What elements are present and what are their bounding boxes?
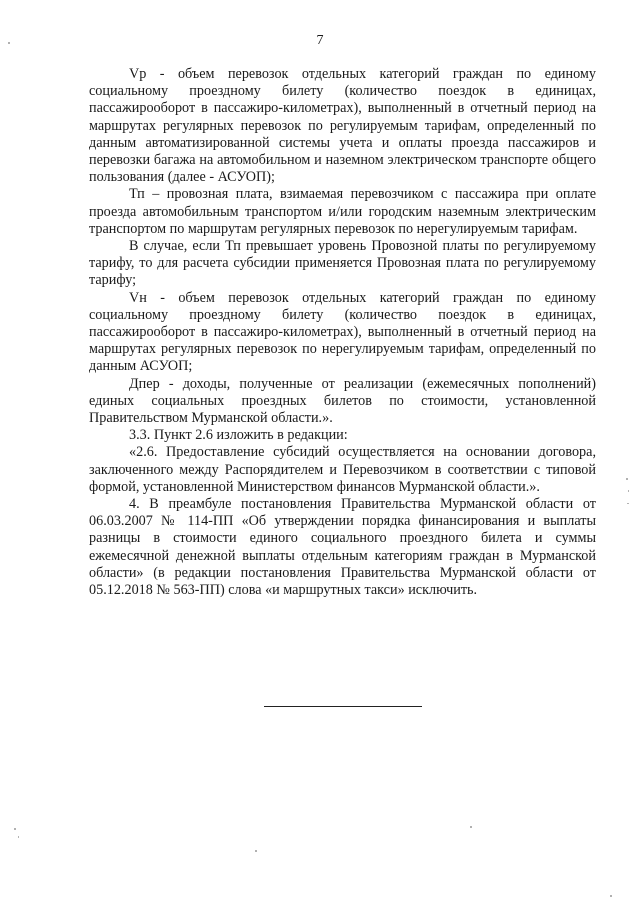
paragraph-vp-definition: Vp - объем перевозок отдельных категорий граждан по единому социальному проездному билету (количество поездок в единицах, пассажирооборот в пассажиро-километрах), выполненный в отчетный период на маршрутах регулярных перевозок по регулируемым тарифам, определенный по данным автоматизированной системы учета и оплаты проезда пассажиров и перевозки багажа на автомобильном и наземном электрическом транспорте общего пользования (далее - АСУОП);	[89, 66, 596, 186]
paragraph-item-2-6-text: «2.6. Предоставление субсидий осуществляется на основании договора, заключенного между Распорядителем и Перевозчиком в соответствии с типовой формой, установленной Министерством финансов Мурманской области.».	[89, 444, 596, 495]
scan-speck	[8, 42, 10, 44]
scan-speck	[626, 478, 628, 480]
scan-speck	[627, 503, 629, 504]
scan-speck	[255, 850, 257, 852]
document-body	[89, 66, 596, 599]
end-separator-line	[264, 706, 422, 707]
paragraph-item-4: 4. В преамбуле постановления Правительства Мурманской области от 06.03.2007 № 114-ПП «Об утверждении порядка финансирования и выплаты разницы в стоимости единого социального проездного билета и суммы ежемесячной денежной выплаты отдельным категориям граждан в Мурманской области» (в редакции постановления Правительства Мурманской области от 05.12.2018 № 563-ПП) слова «и маршрутных такси» исключить.	[89, 496, 596, 599]
paragraph-tp-definition: Тп – провозная плата, взимаемая перевозчиком с пассажира при оплате проезда автомобильным транспортом и/или городским наземным электрическим транспортом по маршрутам регулярных перевозок по нерегулируемым тарифам.	[89, 186, 596, 237]
paragraph-tp-exceeds-case: В случае, если Тп превышает уровень Провозной платы по регулируемому тарифу, то для расчета субсидии применяется Провозная плата по регулируемому тарифу;	[89, 238, 596, 289]
scan-speck	[470, 826, 472, 828]
scan-speck	[14, 828, 16, 830]
scan-speck	[610, 895, 612, 897]
paragraph-dper-definition: Дпер - доходы, полученные от реализации (ежемесячных пополнений) единых социальных проездных билетов по стоимости, установленной Правительством Мурманской области.».	[89, 375, 596, 427]
paragraph-vn-definition: Vн - объем перевозок отдельных категорий граждан по единому социальному проездному билету (количество поездок в единицах, пассажирооборот в пассажиро-километрах), выполненный в отчетный период на маршрутах регулярных перевозок по нерегулируемым тарифам, определенный по данным АСУОП;	[89, 289, 596, 375]
scan-speck	[18, 836, 19, 838]
scan-speck	[628, 490, 629, 492]
page-number: 7	[316, 33, 324, 48]
paragraph-item-3-3: 3.3. Пункт 2.6 изложить в редакции:	[129, 427, 348, 444]
